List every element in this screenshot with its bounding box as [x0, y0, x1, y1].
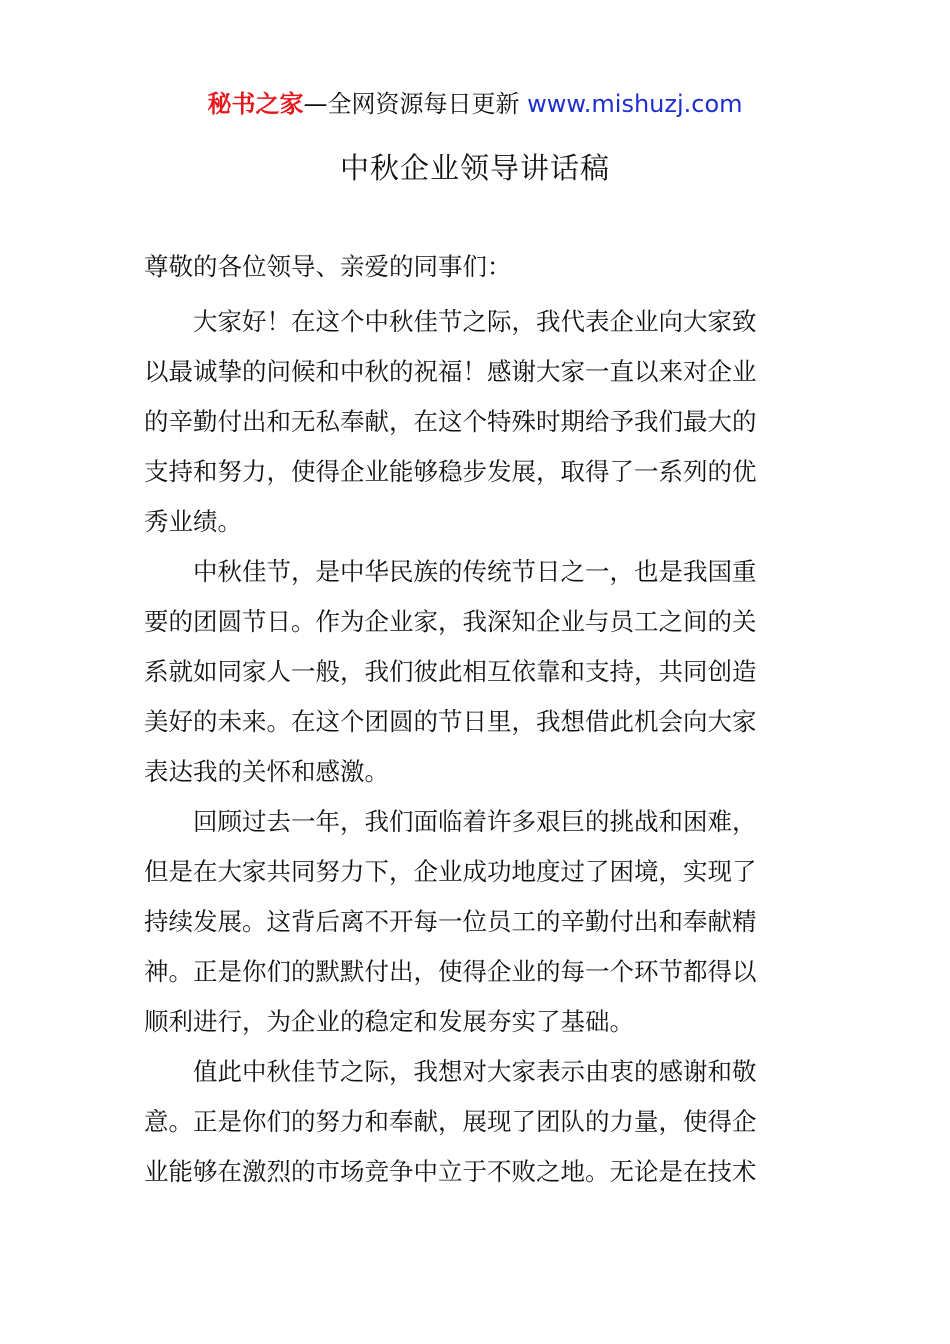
text-line: 以最诚挚的问候和中秋的祝福！感谢大家一直以来对企业: [144, 357, 757, 386]
text-line: 表达我的关怀和感激。: [144, 757, 389, 786]
text-line: 支持和努力，使得企业能够稳步发展，取得了一系列的优: [144, 457, 757, 486]
text-line: 神。正是你们的默默付出，使得企业的每一个环节都得以: [144, 957, 757, 986]
text-line: 但是在大家共同努力下，企业成功地度过了困境，实现了: [144, 857, 757, 886]
paragraph: [144, 1047, 808, 1197]
text-line: 回顾过去一年，我们面临着许多艰巨的挑战和困难，: [193, 807, 757, 836]
document-title: 中秋企业领导讲话稿: [339, 151, 610, 185]
text-line: 的辛勤付出和无私奉献，在这个特殊时期给予我们最大的: [144, 407, 757, 436]
header-tagline: —全网资源每日更新: [303, 90, 528, 118]
text-line: 秀业绩。: [144, 507, 242, 536]
text-line: 大家好！在这个中秋佳节之际，我代表企业向大家致: [193, 307, 757, 336]
greeting-line: 尊敬的各位领导、亲爱的同事们：: [144, 252, 512, 281]
paragraph: [144, 797, 808, 1047]
text-line: 美好的未来。在这个团圆的节日里，我想借此机会向大家: [144, 707, 757, 736]
text-line: 值此中秋佳节之际，我想对大家表示由衷的感谢和敬: [193, 1057, 757, 1086]
paragraph: [144, 547, 808, 797]
site-header: [0, 86, 950, 122]
paragraph: [144, 297, 808, 547]
text-line: 中秋佳节，是中华民族的传统节日之一，也是我国重: [193, 557, 757, 586]
document-body: [144, 297, 808, 1197]
site-url-link[interactable]: www.mishuzj.com: [527, 90, 743, 118]
text-line: 顺利进行，为企业的稳定和发展夯实了基础。: [144, 1007, 634, 1036]
text-line: 业能够在激烈的市场竞争中立于不败之地。无论是在技术: [144, 1157, 757, 1186]
text-line: 系就如同家人一般，我们彼此相互依靠和支持，共同创造: [144, 657, 757, 686]
text-line: 要的团圆节日。作为企业家，我深知企业与员工之间的关: [144, 607, 757, 636]
text-line: 持续发展。这背后离不开每一位员工的辛勤付出和奉献精: [144, 907, 757, 936]
brand-name: 秘书之家: [207, 90, 304, 118]
text-line: 意。正是你们的努力和奉献，展现了团队的力量，使得企: [144, 1107, 757, 1136]
